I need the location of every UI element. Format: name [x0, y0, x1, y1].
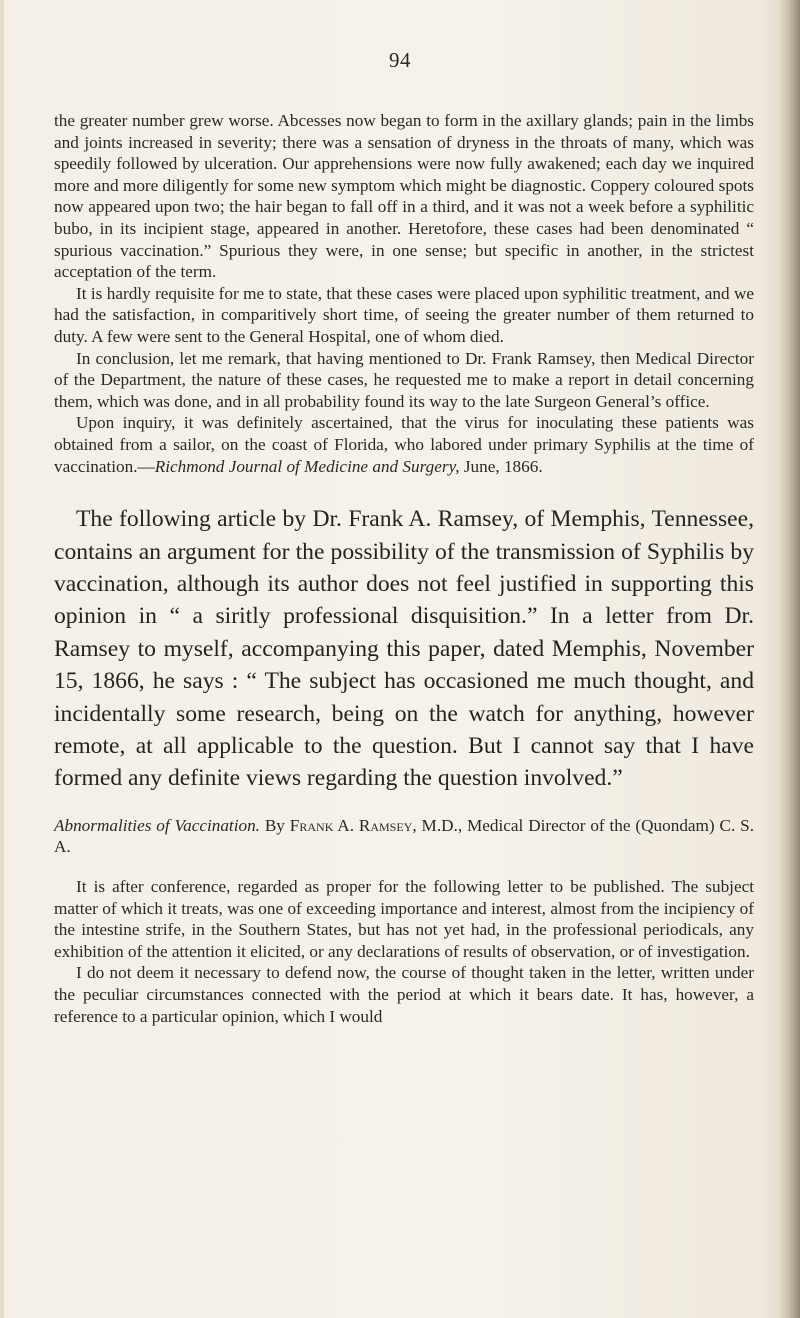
paragraph-source: [54, 412, 754, 477]
citation-rest: , M.D., Medical Director of the (Quondam) C. S. A.: [54, 815, 755, 857]
paragraph-publication: It is after conference, regarded as proper for the following letter to be published. The subject matter of which it treats, was one of exceeding importance and interest, almost from the incipiency of the intestine strife, in the Southern States, but has not yet had, in the professional periodicals, any exhibition of the attention it elicited, or any declarations of results of observation, or of investigation.: [54, 876, 754, 961]
citation-title: Abnormalities of Vaccination.: [54, 815, 260, 835]
citation-author: Frank A. Ramsey: [289, 815, 413, 835]
page-number: 94: [389, 48, 411, 72]
page-left-edge: [0, 0, 4, 1318]
citation-by: By: [259, 815, 290, 835]
paragraph-conclusion: In conclusion, let me remark, that having mentioned to Dr. Frank Ramsey, then Medical Director of the Department, the nature of these cases, he requested me to make a report in detail concerning them, which was done, and in all probability found its way to the late Surgeon General’s office.: [54, 348, 754, 411]
section-gap: [54, 858, 754, 876]
intro-large-paragraph: The following article by Dr. Frank A. Ramsey, of Memphis, Tennessee, contains an argument for the possibility of the transmission of Syphilis by vaccination, although its author does not feel justified in supporting this opinion in “ a siritly professional disquisition.” In a letter from Dr. Ramsey to myself, accompanying this paper, dated Memphis, November 15, 1866, he says : “ The subject has occasioned me much thought, and incidentally some research, being on the watch for anything, however remote, at all applicable to the question. But I cannot say that I have formed any definite views regarding the question involved.”: [54, 506, 754, 792]
source-text: Upon inquiry, it was definitely ascertained, that the virus for inoculating these patients was obtained from a sailor, on the coast of Florida, who labored under primary Syphilis at the time of vaccination.—: [54, 413, 754, 476]
page-content: [54, 110, 754, 1027]
source-journal: Richmond Journal of Medicine and Surgery,: [154, 456, 460, 476]
paragraph-treatment: It is hardly requisite for me to state, that these cases were placed upon syphilitic treatment, and we had the satisfaction, in comparitively short time, of seeing the greater number of them returned to duty. A few were sent to the General Hospital, one of whom died.: [54, 283, 754, 346]
paragraph-defense: I do not deem it necessary to defend now, the course of thought taken in the letter, written under the peculiar circumstances connected with the period at which it bears date. It has, however, a reference to a particular opinion, which I would: [54, 963, 754, 1026]
page-binding-edge: [778, 0, 800, 1318]
paragraph-continued: the greater number grew worse. Abcesses now began to form in the axillary glands; pain in the limbs and joints increased in severity; there was a sensation of dryness in the throats of many, which was speedily followed by ulceration. Our apprehensions were now fully awakened; each day we inquired more and more diligently for some new symptom which might be diagnostic. Coppery coloured spots now appeared upon two; the hair began to fall off in a third, and it was not a week before a syphilitic bubo, in its incipient stage, appeared in another. Heretofore, these cases had been denominated “ spurious vaccination.” Spurious they were, in one sense; but specific in another, in the strictest acceptation of the term.: [54, 111, 754, 282]
article-citation: [54, 815, 754, 858]
source-date: June, 1866.: [459, 456, 543, 476]
